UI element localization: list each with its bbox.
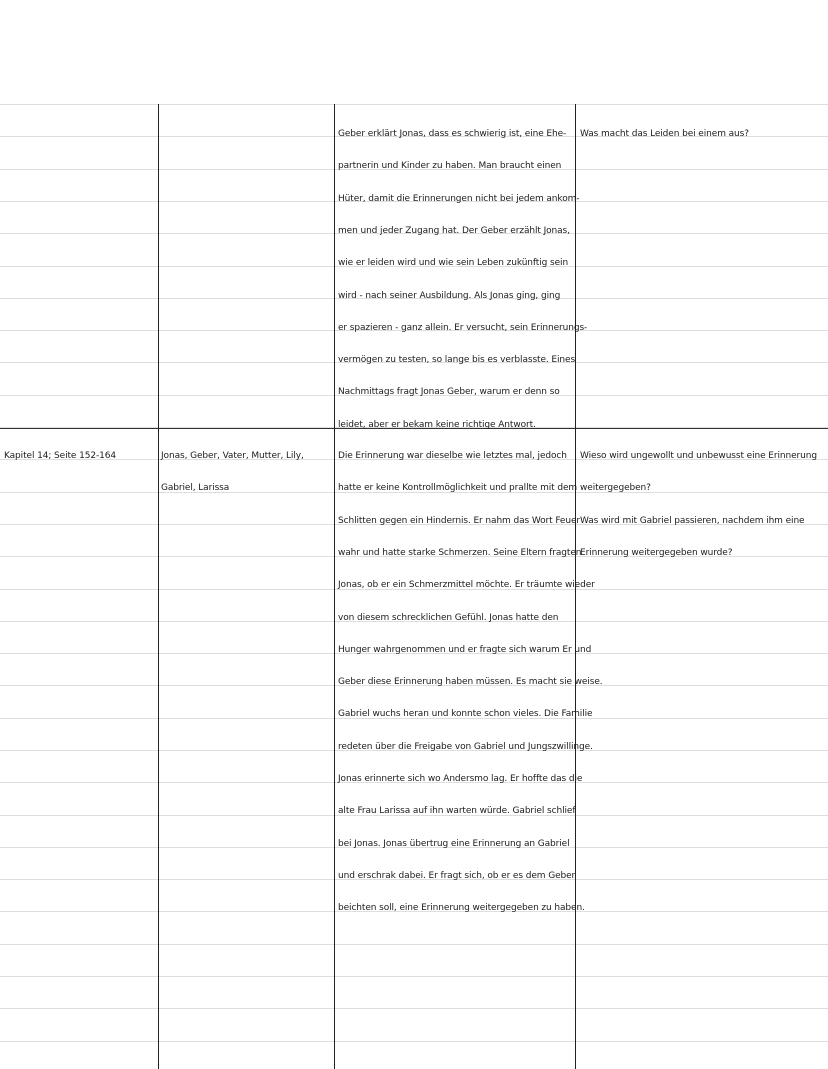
summary-line: beichten soll, eine Erinnerung weitergegeben zu haben. <box>338 903 585 913</box>
summary-line: Schlitten gegen ein Hindernis. Er nahm das Wort Feuer <box>338 516 580 526</box>
summary-line: er spazieren - ganz allein. Er versucht, sein Erinnerungs- <box>338 323 588 333</box>
row2-chapter: Kapitel 14; Seite 152-164 <box>4 451 117 461</box>
ruled-line <box>0 944 828 945</box>
question-line: Was wird mit Gabriel passieren, nachdem ihm eine <box>580 516 805 526</box>
question-line: Wieso wird ungewollt und unbewusst eine Erinnerung <box>580 451 817 461</box>
summary-line: men und jeder Zugang hat. Der Geber erzählt Jonas, <box>338 226 570 236</box>
summary-line: Hüter, damit die Erinnerungen nicht bei jedem ankom- <box>338 194 580 204</box>
summary-line: wahr und hatte starke Schmerzen. Seine Eltern fragten <box>338 548 582 558</box>
summary-line: bei Jonas. Jonas übertrug eine Erinnerung an Gabriel <box>338 839 570 849</box>
summary-line: Gabriel wuchs heran und konnte schon vieles. Die Familie <box>338 709 593 719</box>
question-line: weitergegeben? <box>580 483 651 493</box>
ruled-line <box>0 1008 828 1009</box>
summary-line: Geber diese Erinnerung haben müssen. Es macht sie weise. <box>338 677 603 687</box>
summary-line: wird - nach seiner Ausbildung. Als Jonas ging, ging <box>338 291 561 301</box>
summary-line: hatte er keine Kontrollmöglichkeit und prallte mit dem <box>338 483 578 493</box>
summary-line: Hunger wahrgenommen und er fragte sich warum Er und <box>338 645 592 655</box>
summary-line: und erschrak dabei. Er fragt sich, ob er es dem Geber <box>338 871 576 881</box>
summary-line: leidet, aber er bekam keine richtige Antwort. <box>338 420 536 430</box>
summary-line: partnerin und Kinder zu haben. Man braucht einen <box>338 161 562 171</box>
summary-line: von diesem schrecklichen Gefühl. Jonas hatte den <box>338 613 559 623</box>
column-divider <box>158 104 159 1069</box>
question-line: Erinnerung weitergegeben wurde? <box>580 548 733 558</box>
summary-line: Jonas, ob er ein Schmerzmittel möchte. Er träumte wieder <box>338 580 595 590</box>
ruled-line <box>0 1041 828 1042</box>
summary-line: Nachmittags fragt Jonas Geber, warum er denn so <box>338 387 560 397</box>
summary-line: Jonas erinnerte sich wo Andersmo lag. Er hoffte das die <box>338 774 583 784</box>
character-line: Gabriel, Larissa <box>161 483 230 493</box>
summary-line: Geber erklärt Jonas, dass es schwierig ist, eine Ehe- <box>338 129 567 139</box>
summary-line: wie er leiden wird und wie sein Leben zukünftig sein <box>338 258 569 268</box>
summary-line: vermögen zu testen, so lange bis es verblasste. Eines <box>338 355 576 365</box>
character-line: Jonas, Geber, Vater, Mutter, Lily, <box>161 451 304 461</box>
summary-line: alte Frau Larissa auf ihn warten würde. Gabriel schlief <box>338 806 576 816</box>
ruled-line <box>0 976 828 977</box>
summary-line: redeten über die Freigabe von Gabriel und Jungszwillinge. <box>338 742 593 752</box>
summary-line: Die Erinnerung war dieselbe wie letztes mal, jedoch <box>338 451 567 461</box>
ruled-line <box>0 104 828 105</box>
column-divider <box>334 104 335 1069</box>
question-line: Was macht das Leiden bei einem aus? <box>580 129 749 139</box>
